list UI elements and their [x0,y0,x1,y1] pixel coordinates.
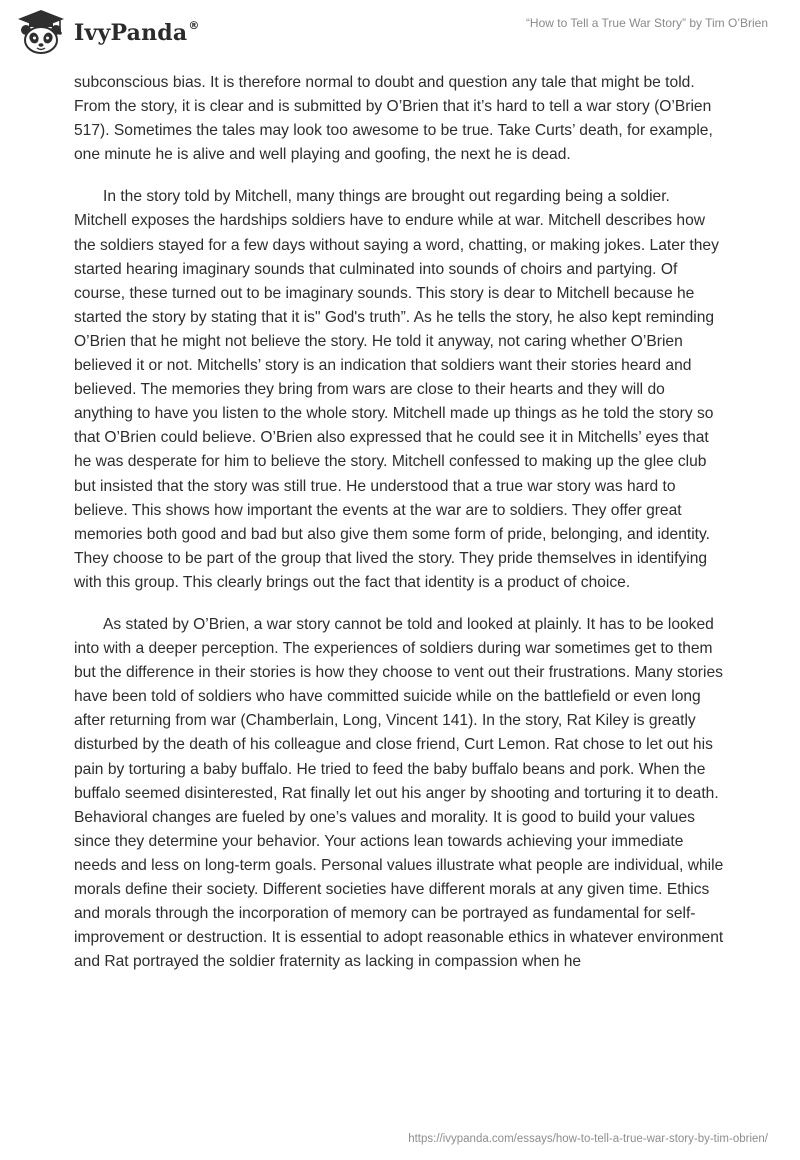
paragraph-3: As stated by O’Brien, a war story cannot be told and looked at plainly. It has to be looked into with a deeper perception. The experiences of soldiers during war sometimes get to them but the difference in their stories is how they choose to vent out their frustrations. Many stories have been told of soldiers who have committed suicide while on the battlefield or even long after returning from war (Chamberlain, Long, Vincent 141). In the story, Rat Kiley is greatly disturbed by the death of his colleague and close friend, Curt Lemon. Rat chose to let out his pain by torturing a baby buffalo. He tried to feed the baby buffalo beans and pork. When the buffalo seemed disinterested, Rat finally let out his anger by shooting and torturing it to death. Behavioral changes are fueled by one’s values and morality. It is good to build your values since they determine your behavior. Your actions lean towards achieving your immediate needs and less on long-term goals. Personal values illustrate what people are individual, while morals define their society. Different societies have different morals at any given time. Ethics and morals through the incorporation of memory can be portrayed as fundamental for self-improvement or destruction. It is essential to adopt reasonable ethics in whatever environment and Rat portrayed the soldier fraternity as lacking in compassion when he [74,615,724,971]
page-header [0,0,800,64]
ivypanda-logo[interactable] [14,8,200,56]
logo-wordmark [74,20,200,46]
paragraph-2: In the story told by Mitchell, many things are brought out regarding being a soldier. Mitchell exposes the hardships soldiers have to endure while at war. Mitchell describes how the soldiers stayed for a few days without saying a word, chatting, or making jokes. Later they started hearing imaginary sounds that culminated into sounds of choirs and partying. Of course, these turned out to be imaginary sounds. This story is dear to Mitchell because he started the story by stating that it is" God's truth”. As he tells the story, he also kept reminding O’Brien that he might not believe the story. He told it anyway, not caring whether O’Brien believed it or not. Mitchells’ story is an indication that soldiers want their stories heard and believed. The memories they bring from wars are close to their hearts and they will do anything to have you listen to the whole story. Mitchell made up things as he told the story so that O’Brien could believe. O’Brien also expressed that he could see it in Mitchells’ eyes that he was desperate for him to believe the story. Mitchell confessed to making up the glee club but insisted that the story was still true. He understood that a true war story was hard to believe. This shows how important the events at the war are to soldiers. They offer great memories both good and bad but also give them some form of pride, belonging, and identity. They choose to be part of the group that lived the story. They pride themselves in identifying with this group. This clearly brings out the fact that identity is a product of choice. [74,188,719,591]
registered-mark: ® [188,18,200,32]
paragraph-1: subconscious bias. It is therefore normal to doubt and question any tale that might be told. From the story, it is clear and is submitted by O’Brien that it’s hard to tell a war story (O’Brien 517). Sometimes the tales may look too awesome to be true. Take Curts’ death, for example, one minute he is alive and well playing and goofing, the next he is dead. [74,74,713,164]
document-title: “How to Tell a True War Story” by Tim O’Brien [525,16,768,30]
logo-name: IvyPanda [74,20,188,46]
essay-body [74,71,726,992]
source-url[interactable]: https://ivypanda.com/essays/how-to-tell-a-true-war-story-by-tim-obrien/ [408,1133,768,1145]
panda-graduation-cap-icon [14,8,68,56]
